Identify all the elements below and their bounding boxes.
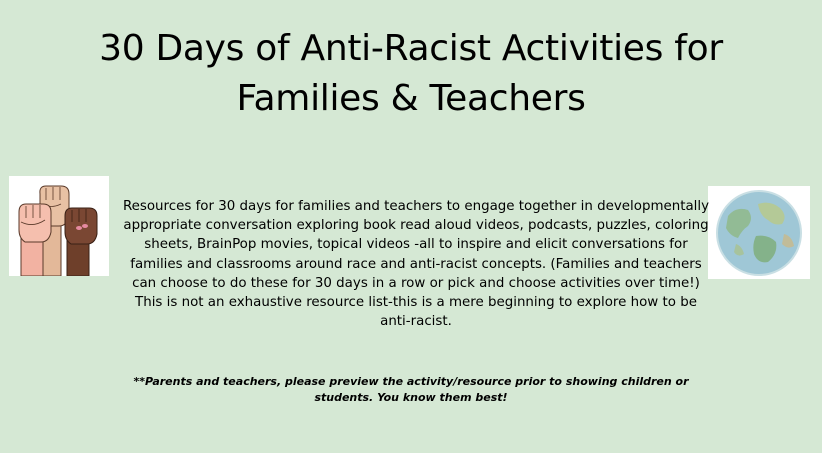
watercolor-globe-illustration xyxy=(708,186,810,279)
description-text: Resources for 30 days for families and teachers to engage together in developmentally appropriate conversation exploring book read aloud videos, podcasts, puzzles, coloring sheets, BrainPop movies, topical videos -all to inspire and elicit conversations for families and classrooms around race and anti-racist concepts. (Families and teachers can choose to do these for 30 days in a row or pick and choose activities over time!) This is not an exhaustive resource list-this is a mere beginning to explore how to be anti-racist. xyxy=(122,199,710,330)
raised-fists-icon xyxy=(9,176,109,276)
globe-icon xyxy=(708,186,810,279)
title-line-2: Families & Teachers xyxy=(236,78,586,119)
page-title xyxy=(0,24,822,124)
title-line-1: 30 Days of Anti-Racist Activities for xyxy=(99,28,723,69)
raised-fists-illustration xyxy=(9,176,109,276)
preview-note: **Parents and teachers, please preview the activity/resource prior to showing children or students. You know them best! xyxy=(133,375,689,404)
brown-fist-icon xyxy=(65,208,97,276)
